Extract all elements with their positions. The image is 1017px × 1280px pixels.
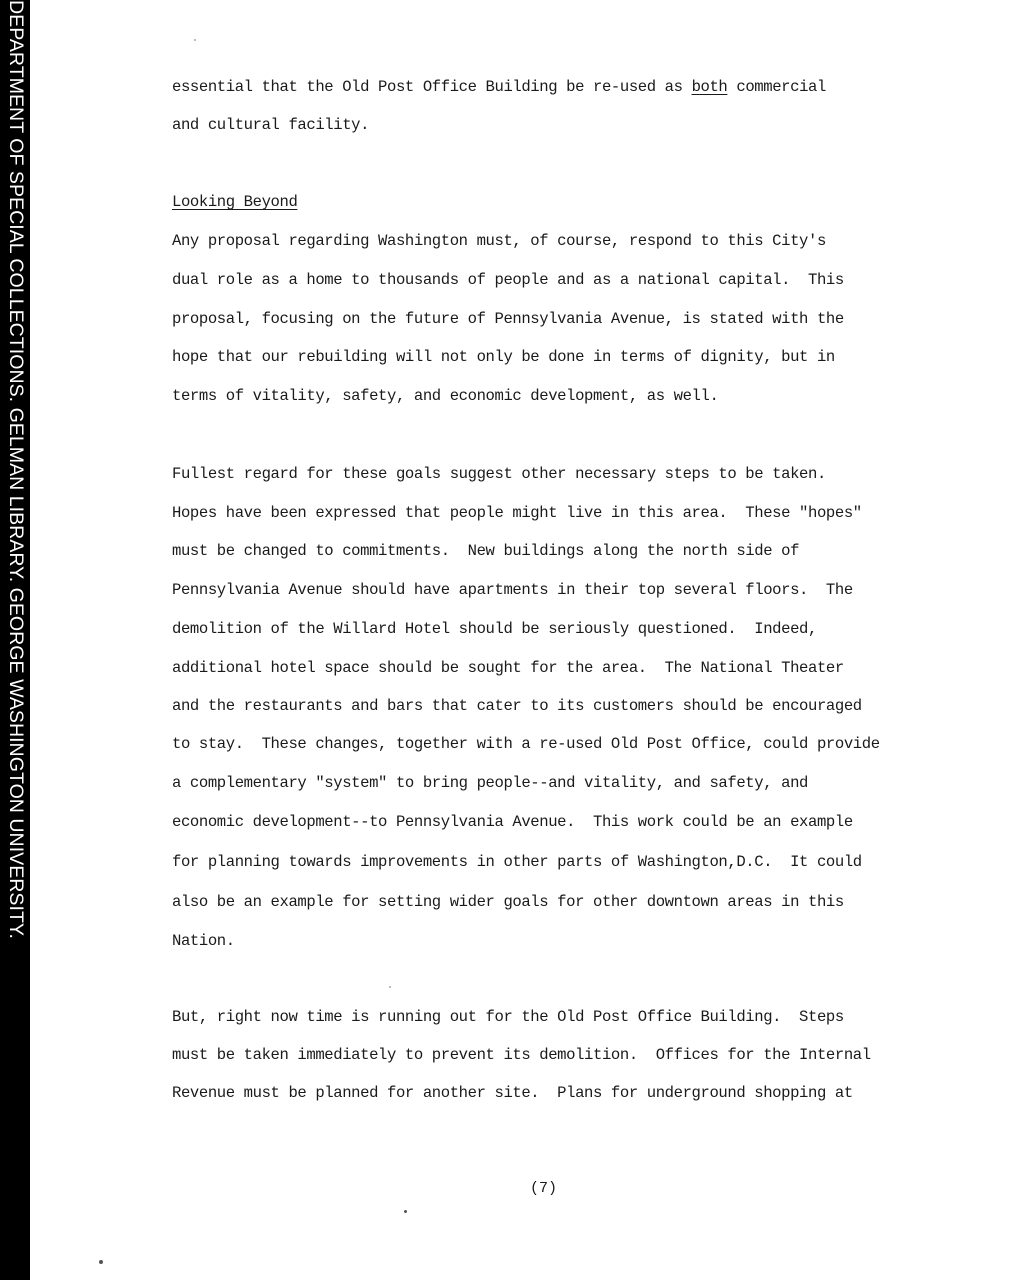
paragraph-line: Fullest regard for these goals suggest other necessary steps to be taken. [172,465,826,483]
paragraph-line: economic development--to Pennsylvania Avenue. This work could be an example [172,813,853,831]
paragraph-line: proposal, focusing on the future of Pennsylvania Avenue, is stated with the [172,310,844,328]
paragraph-line: additional hotel space should be sought for the area. The National Theater [172,659,844,677]
paragraph-line: Any proposal regarding Washington must, of course, respond to this City's [172,232,826,250]
paragraph-line: Nation. [172,932,235,950]
intro-line-1-end: commercial [727,78,826,96]
paragraph-line: must be taken immediately to prevent its demolition. Offices for the Internal [172,1046,871,1064]
section-heading: Looking Beyond [172,193,298,211]
archive-sidebar-band [0,0,30,1280]
page-number: (7) [530,1180,558,1197]
intro-line-2: and cultural facility. [172,116,370,134]
scan-speck [99,1260,103,1264]
scan-speck [404,1210,407,1213]
intro-line-1-start: essential that the Old Post Office Building be re-used as [172,78,692,96]
paragraph-line: for planning towards improvements in other parts of Washington,D.C. It could [172,853,862,871]
paragraph-line: a complementary "system" to bring people--and vitality, and safety, and [172,774,809,792]
paragraph-line: Hopes have been expressed that people might live in this area. These "hopes" [172,504,862,522]
paragraph-line: demolition of the Willard Hotel should be seriously questioned. Indeed, [172,620,817,638]
paragraph-line: to stay. These changes, together with a re-used Old Post Office, could provide [172,735,880,753]
paragraph-line: terms of vitality, safety, and economic development, as well. [172,387,719,405]
archive-sidebar-label: DEPARTMENT OF SPECIAL COLLECTIONS. GELMAN LIBRARY. GEORGE WASHINGTON UNIVERSITY. [5,0,27,939]
emphasis-both: both [691,78,728,96]
paragraph-line: must be changed to commitments. New buildings along the north side of [172,542,800,560]
paragraph-line: Pennsylvania Avenue should have apartments in their top several floors. The [172,581,853,599]
paragraph-line: hope that our rebuilding will not only be done in terms of dignity, but in [172,348,835,366]
paragraph-line: and the restaurants and bars that cater to its customers should be encouraged [172,697,862,715]
intro-line-1 [172,77,826,97]
paragraph-line: Revenue must be planned for another site. Plans for underground shopping at [172,1084,853,1102]
paragraph-line: dual role as a home to thousands of people and as a national capital. This [172,271,844,289]
paragraph-line: But, right now time is running out for the Old Post Office Building. Steps [172,1008,844,1026]
paragraph-line: also be an example for setting wider goals for other downtown areas in this [172,893,844,911]
scan-speck [389,986,391,988]
scan-speck [194,39,196,41]
